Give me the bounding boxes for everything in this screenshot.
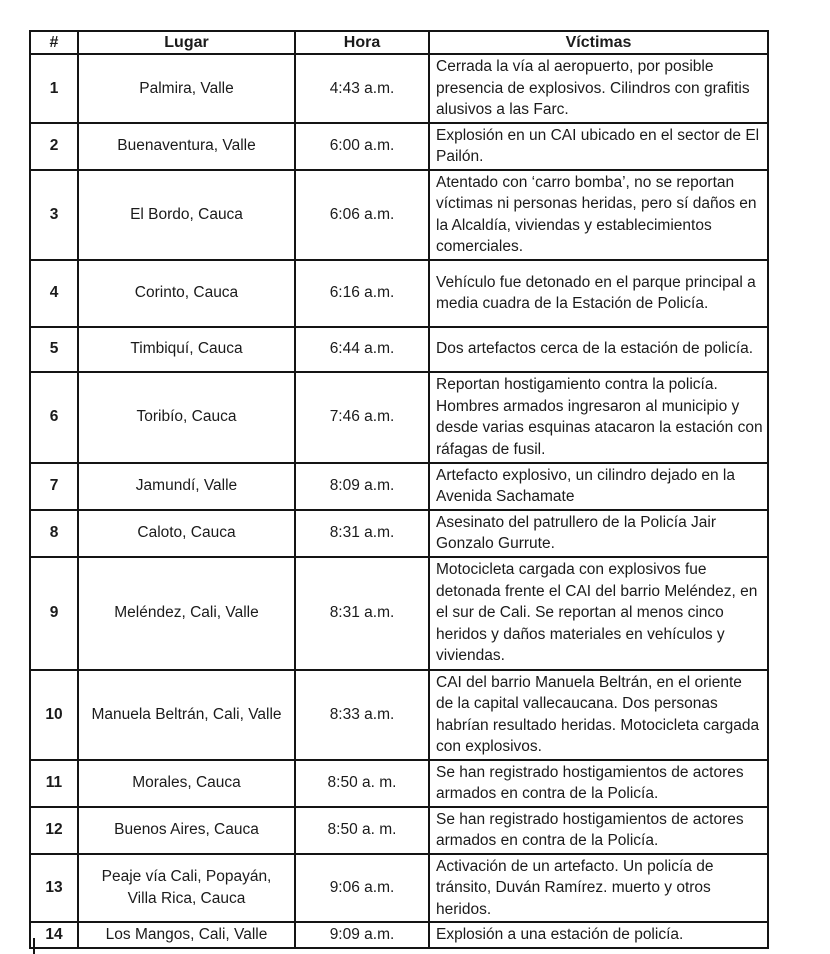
cell-lugar: Peaje vía Cali, Popayán, Villa Rica, Cauca [78,854,295,923]
header-hora: Hora [295,31,429,54]
cell-lugar: El Bordo, Cauca [78,170,295,260]
cell-hora: 7:46 a.m. [295,372,429,463]
cell-victimas: Se han registrado hostigamientos de actores armados en contra de la Policía. [429,807,768,854]
cell-hora: 6:16 a.m. [295,260,429,327]
cell-victimas: Asesinato del patrullero de la Policía Jair Gonzalo Gurrute. [429,510,768,557]
table-row [30,760,768,807]
cell-lugar: Toribío, Cauca [78,372,295,463]
cell-number: 3 [30,170,78,260]
cell-lugar: Caloto, Cauca [78,510,295,557]
cell-hora: 8:31 a.m. [295,557,429,670]
cell-hora: 6:44 a.m. [295,327,429,372]
cell-hora: 8:31 a.m. [295,510,429,557]
cell-number: 12 [30,807,78,854]
cell-hora: 6:06 a.m. [295,170,429,260]
incidents-table [29,30,769,949]
cell-lugar: Buenos Aires, Cauca [78,807,295,854]
cell-number: 13 [30,854,78,923]
cell-number: 9 [30,557,78,670]
cell-number: 11 [30,760,78,807]
cell-number: 6 [30,372,78,463]
table-row [30,854,768,923]
table-row [30,670,768,760]
header-lugar: Lugar [78,31,295,54]
cell-number: 1 [30,54,78,123]
cell-number: 10 [30,670,78,760]
table-row [30,372,768,463]
cell-number: 7 [30,463,78,510]
cell-victimas: Dos artefactos cerca de la estación de policía. [429,327,768,372]
cell-lugar: Manuela Beltrán, Cali, Valle [78,670,295,760]
table-row [30,54,768,123]
cell-victimas: Reportan hostigamiento contra la policía. Hombres armados ingresaron al municipio y desde varias esquinas atacaron la estación con ráfagas de fusil. [429,372,768,463]
cell-number: 8 [30,510,78,557]
table-row [30,170,768,260]
cell-victimas: Se han registrado hostigamientos de actores armados en contra de la Policía. [429,760,768,807]
cell-number: 4 [30,260,78,327]
cell-lugar: Meléndez, Cali, Valle [78,557,295,670]
cell-victimas: Artefacto explosivo, un cilindro dejado en la Avenida Sachamate [429,463,768,510]
cell-victimas: Explosión a una estación de policía. [429,922,768,948]
cell-hora: 8:50 a. m. [295,807,429,854]
cell-victimas: CAI del barrio Manuela Beltrán, en el oriente de la capital vallecaucana. Dos personas habrían resultado heridas. Motocicleta cargada con explosivos. [429,670,768,760]
cell-victimas: Vehículo fue detonado en el parque principal a media cuadra de la Estación de Policía. [429,260,768,327]
cell-number: 5 [30,327,78,372]
table-body [30,54,768,948]
cell-hora: 8:50 a. m. [295,760,429,807]
cell-number: 2 [30,123,78,170]
cell-hora: 9:06 a.m. [295,854,429,923]
table-row [30,123,768,170]
cell-hora: 8:33 a.m. [295,670,429,760]
table-row [30,557,768,670]
cell-victimas: Atentado con ‘carro bomba’, no se reportan víctimas ni personas heridas, pero sí daños en la Alcaldía, viviendas y establecimientos comerciales. [429,170,768,260]
table-row [30,327,768,372]
cell-lugar: Buenaventura, Valle [78,123,295,170]
cell-lugar: Jamundí, Valle [78,463,295,510]
table-row [30,807,768,854]
cell-lugar: Los Mangos, Cali, Valle [78,922,295,948]
cell-lugar: Corinto, Cauca [78,260,295,327]
table-row [30,922,768,948]
header-victimas: Víctimas [429,31,768,54]
cell-number: 14 [30,922,78,948]
cell-hora: 8:09 a.m. [295,463,429,510]
cell-hora: 4:43 a.m. [295,54,429,123]
table-row [30,463,768,510]
cell-victimas: Activación de un artefacto. Un policía de tránsito, Duván Ramírez. muerto y otros heridos. [429,854,768,923]
cell-lugar: Timbiquí, Cauca [78,327,295,372]
text-cursor-mark [33,938,35,954]
header-row [30,31,768,54]
cell-lugar: Palmira, Valle [78,54,295,123]
cell-victimas: Cerrada la vía al aeropuerto, por posible presencia de explosivos. Cilindros con grafitis alusivos a las Farc. [429,54,768,123]
cell-lugar: Morales, Cauca [78,760,295,807]
cell-hora: 6:00 a.m. [295,123,429,170]
table-row [30,260,768,327]
header-number: # [30,31,78,54]
cell-victimas: Explosión en un CAI ubicado en el sector de El Pailón. [429,123,768,170]
cell-victimas: Motocicleta cargada con explosivos fue detonada frente el CAI del barrio Meléndez, en el sur de Cali. Se reportan al menos cinco heridos y daños materiales en vehículos y viviendas. [429,557,768,670]
cell-hora: 9:09 a.m. [295,922,429,948]
table-row [30,510,768,557]
